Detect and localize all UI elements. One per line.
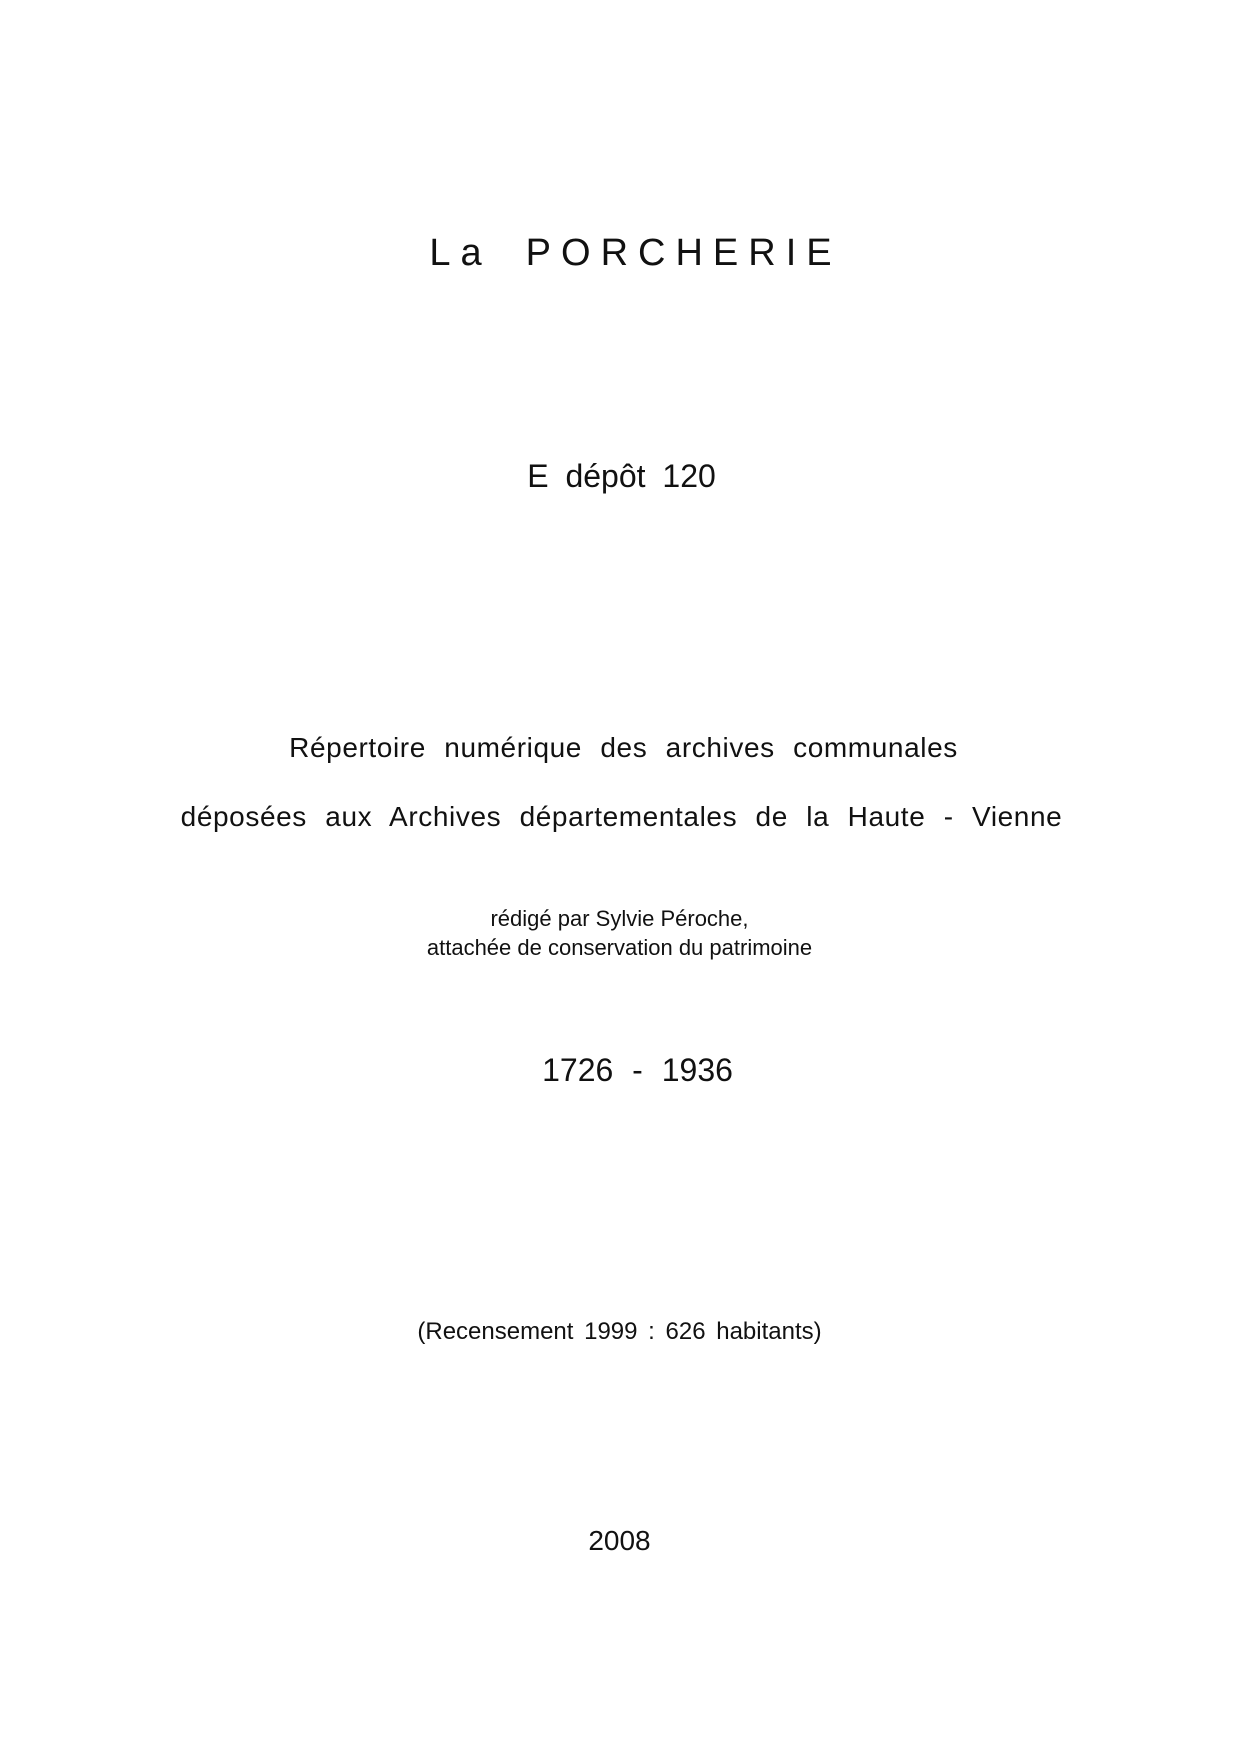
census-note: (Recensement 1999 : 626 habitants)	[417, 1318, 822, 1345]
author-name: rédigé par Sylvie Péroche,	[490, 906, 749, 931]
title-article: La	[429, 232, 492, 274]
publication-year: 2008	[588, 1525, 651, 1556]
date-range: 1726 - 1936	[542, 1052, 733, 1088]
title-name: PORCHERIE	[525, 232, 842, 274]
description-line-1: Répertoire numérique des archives communales	[289, 732, 958, 763]
page-title	[16, 232, 1239, 275]
description-line-2: déposées aux Archives départementales de la Haute - Vienne	[180, 801, 1063, 832]
author-role: attachée de conservation du patrimoine	[426, 935, 813, 960]
deposit-reference: E dépôt 120	[527, 458, 716, 494]
